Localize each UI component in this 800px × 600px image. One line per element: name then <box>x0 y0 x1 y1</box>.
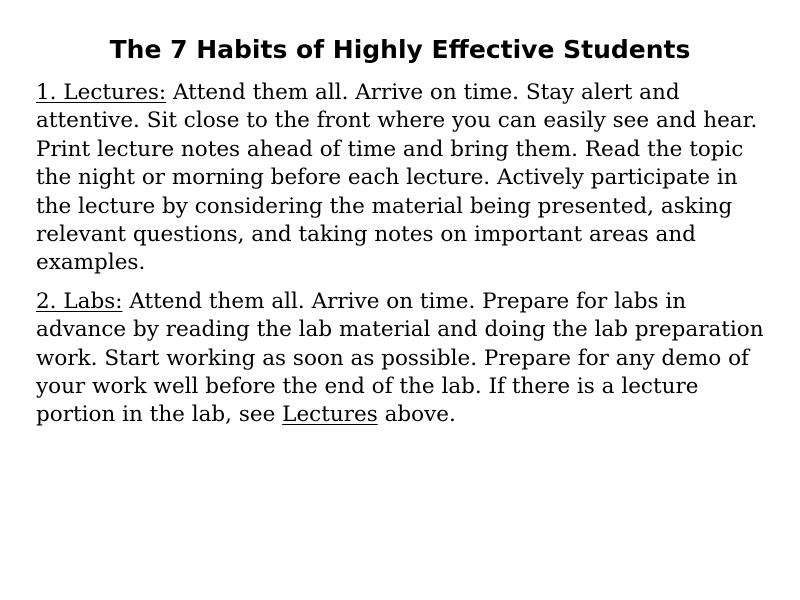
slide-title: The 7 Habits of Highly Effective Students <box>109 35 691 64</box>
labs-heading: 2. Labs: <box>36 288 123 314</box>
paragraph-labs <box>36 288 776 430</box>
lectures-heading: 1. Lectures: <box>36 80 167 105</box>
slide-body <box>36 79 776 440</box>
labs-text-after: above. <box>377 402 456 428</box>
lectures-text: Attend them all. Arrive on time. Stay alert and attentive. Sit close to the front where you can easily see and hear. Print lecture notes ahead of time and bring them. Read the topic the night or morning before each lecture. Actively participate in the lecture by considering the material being presented, asking relevant questions, and taking notes on important areas and examples. <box>36 80 758 276</box>
lectures-reference-link[interactable]: Lectures <box>282 402 378 428</box>
labs-text: Attend them all. Arrive on time. Prepare for labs in advance by reading the lab material and doing the lab preparation work. Start working as soon as possible. Prepare for any demo of your work well before the end of the lab. If there is a lecture portion in the lab, see <box>36 288 764 428</box>
paragraph-lectures <box>36 79 776 278</box>
